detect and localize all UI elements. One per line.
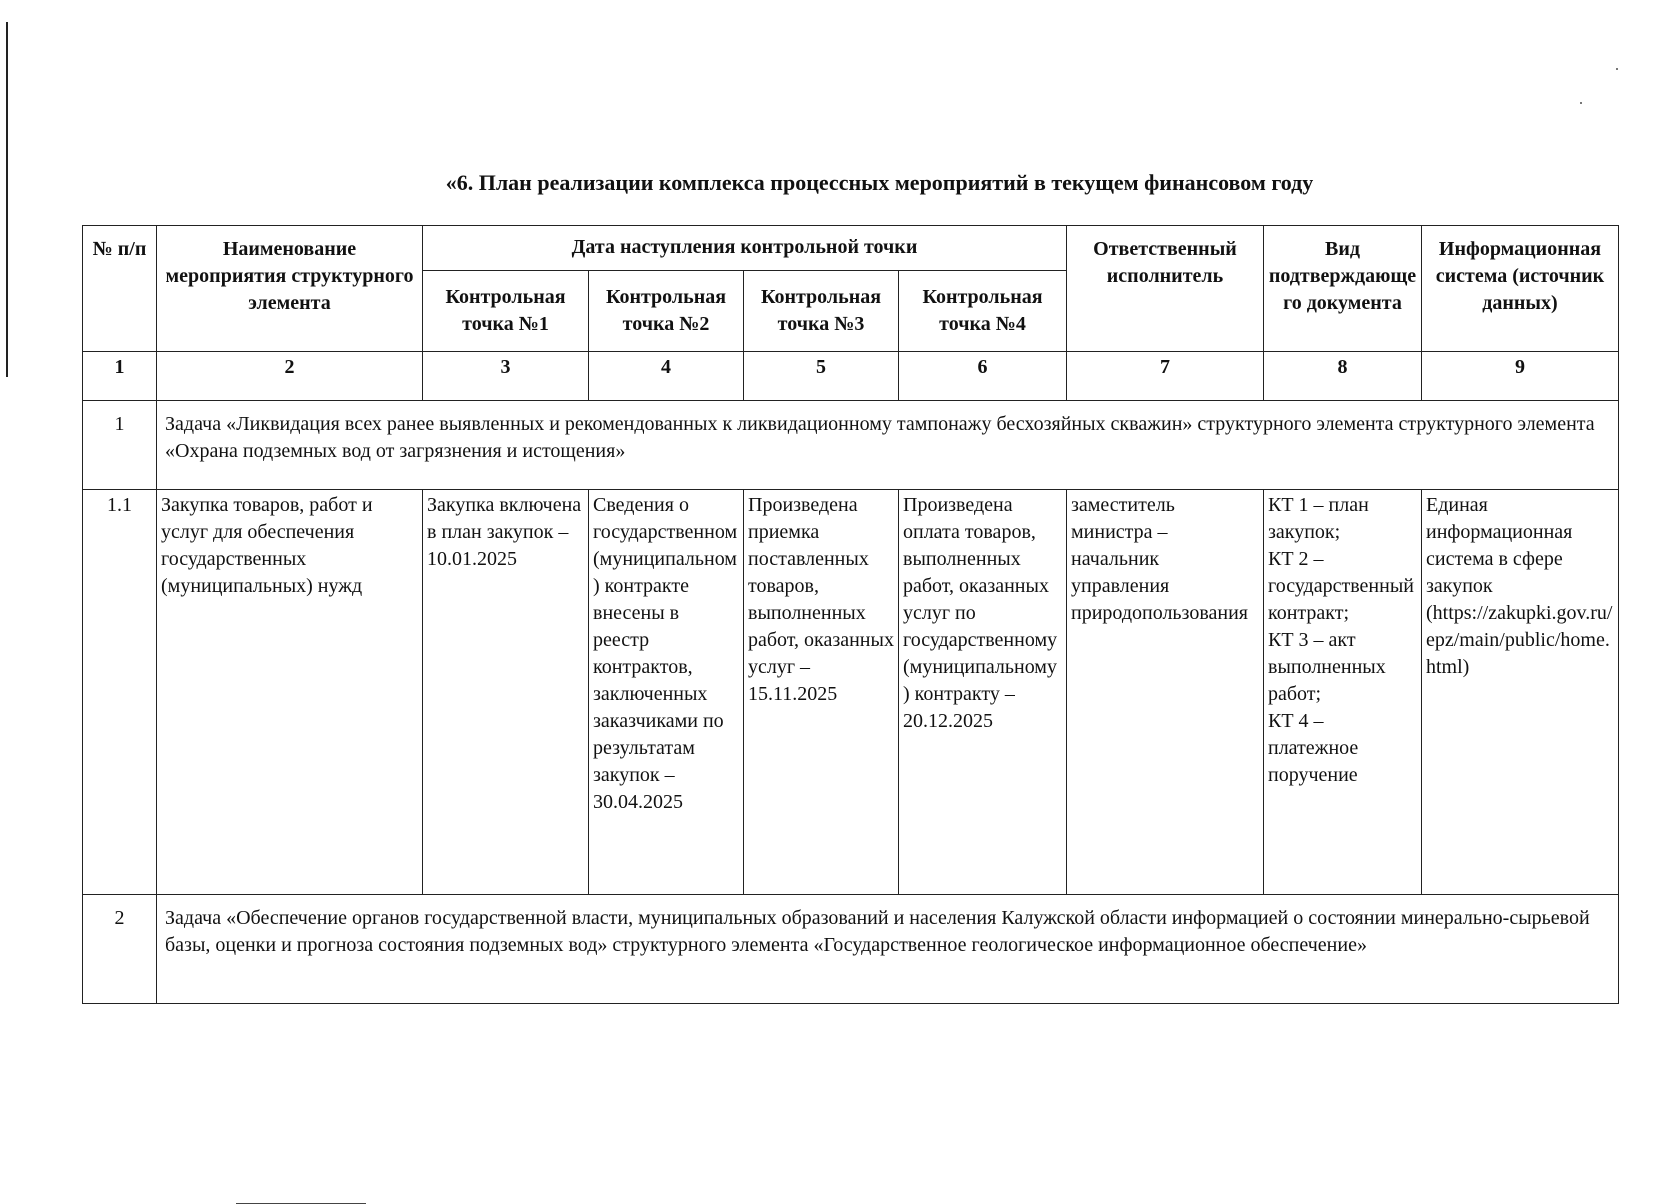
column-number: 9 <box>1422 352 1619 401</box>
document-title: «6. План реализации комплекса процессных мероприятий в текущем финансовом году <box>445 170 1314 195</box>
header-info-system: Информационная система (источник данных) <box>1422 226 1619 352</box>
column-number: 1 <box>83 352 157 401</box>
header-num: № п/п <box>83 226 157 352</box>
column-number: 8 <box>1264 352 1422 401</box>
task-row-2 <box>83 895 1619 1004</box>
control-point-1: Закупка включена в план закупок – 10.01.2025 <box>423 490 589 895</box>
task-row-1 <box>83 401 1619 490</box>
confirming-document-text: КТ 1 – план закупок; КТ 2 – государственный контракт; КТ 3 – акт выполненных работ; КТ 4 – платежное поручение <box>1268 494 1414 786</box>
control-point-3: Произведена приемка поставленных товаров, выполненных работ, оказанных услуг – 15.11.2025 <box>744 490 899 895</box>
control-point-2: Сведения о государственном (муниципальном) контракте внесены в реестр контрактов, заключенных заказчиками по результатам закупок – 30.04.2025 <box>589 490 744 895</box>
activity-name: Закупка товаров, работ и услуг для обеспечения государственных (муниципальных) нужд <box>157 490 423 895</box>
column-number: 6 <box>899 352 1067 401</box>
row-number: 1.1 <box>83 490 157 895</box>
column-number: 7 <box>1067 352 1264 401</box>
header-document-type: Вид подтверждающего документа <box>1264 226 1422 352</box>
control-point-4: Произведена оплата товаров, выполненных работ, оказанных услуг по государственному (муниципальному) контракту – 20.12.2025 <box>899 490 1067 895</box>
information-system: Единая информационная система в сфере закупок (https://zakupki.gov.ru/epz/main/public/home.html) <box>1422 490 1619 895</box>
column-number: 2 <box>157 352 423 401</box>
header-kt3: Контрольная точка №3 <box>744 271 899 352</box>
scan-speck <box>1580 102 1582 104</box>
column-number: 3 <box>423 352 589 401</box>
column-number: 4 <box>589 352 744 401</box>
header-activity-name: Наименование мероприятия структурного элемента <box>157 226 423 352</box>
task-2-text: Задача «Обеспечение органов государственной власти, муниципальных образований и населения Калужской области информацией о состоянии минерально-сырьевой базы, оценки и прогноза состояния подземных вод» структурного элемента «Государственное геологическое информационное обеспечение» <box>157 895 1619 1004</box>
confirming-document <box>1264 490 1422 895</box>
header-row-1 <box>83 226 1619 271</box>
column-number: 5 <box>744 352 899 401</box>
column-number-row <box>83 352 1619 401</box>
header-kt1: Контрольная точка №1 <box>423 271 589 352</box>
header-kt2: Контрольная точка №2 <box>589 271 744 352</box>
header-responsible: Ответственный исполнитель <box>1067 226 1264 352</box>
table-row-1-1 <box>83 490 1619 895</box>
task-2-number: 2 <box>83 895 157 1004</box>
responsible-executor: заместитель министра – начальник управления природопользования <box>1067 490 1264 895</box>
task-1-text: Задача «Ликвидация всех ранее выявленных и рекомендованных к ликвидационному тампонажу бесхозяйных скважин» структурного элемента структурного элемента «Охрана подземных вод от загрязнения и истощения» <box>157 401 1619 490</box>
task-1-number: 1 <box>83 401 157 490</box>
scan-edge-line <box>6 22 8 377</box>
plan-table <box>82 225 1619 1004</box>
scan-speck <box>1616 68 1618 70</box>
header-control-date-group: Дата наступления контрольной точки <box>423 226 1067 271</box>
header-kt4: Контрольная точка №4 <box>899 271 1067 352</box>
